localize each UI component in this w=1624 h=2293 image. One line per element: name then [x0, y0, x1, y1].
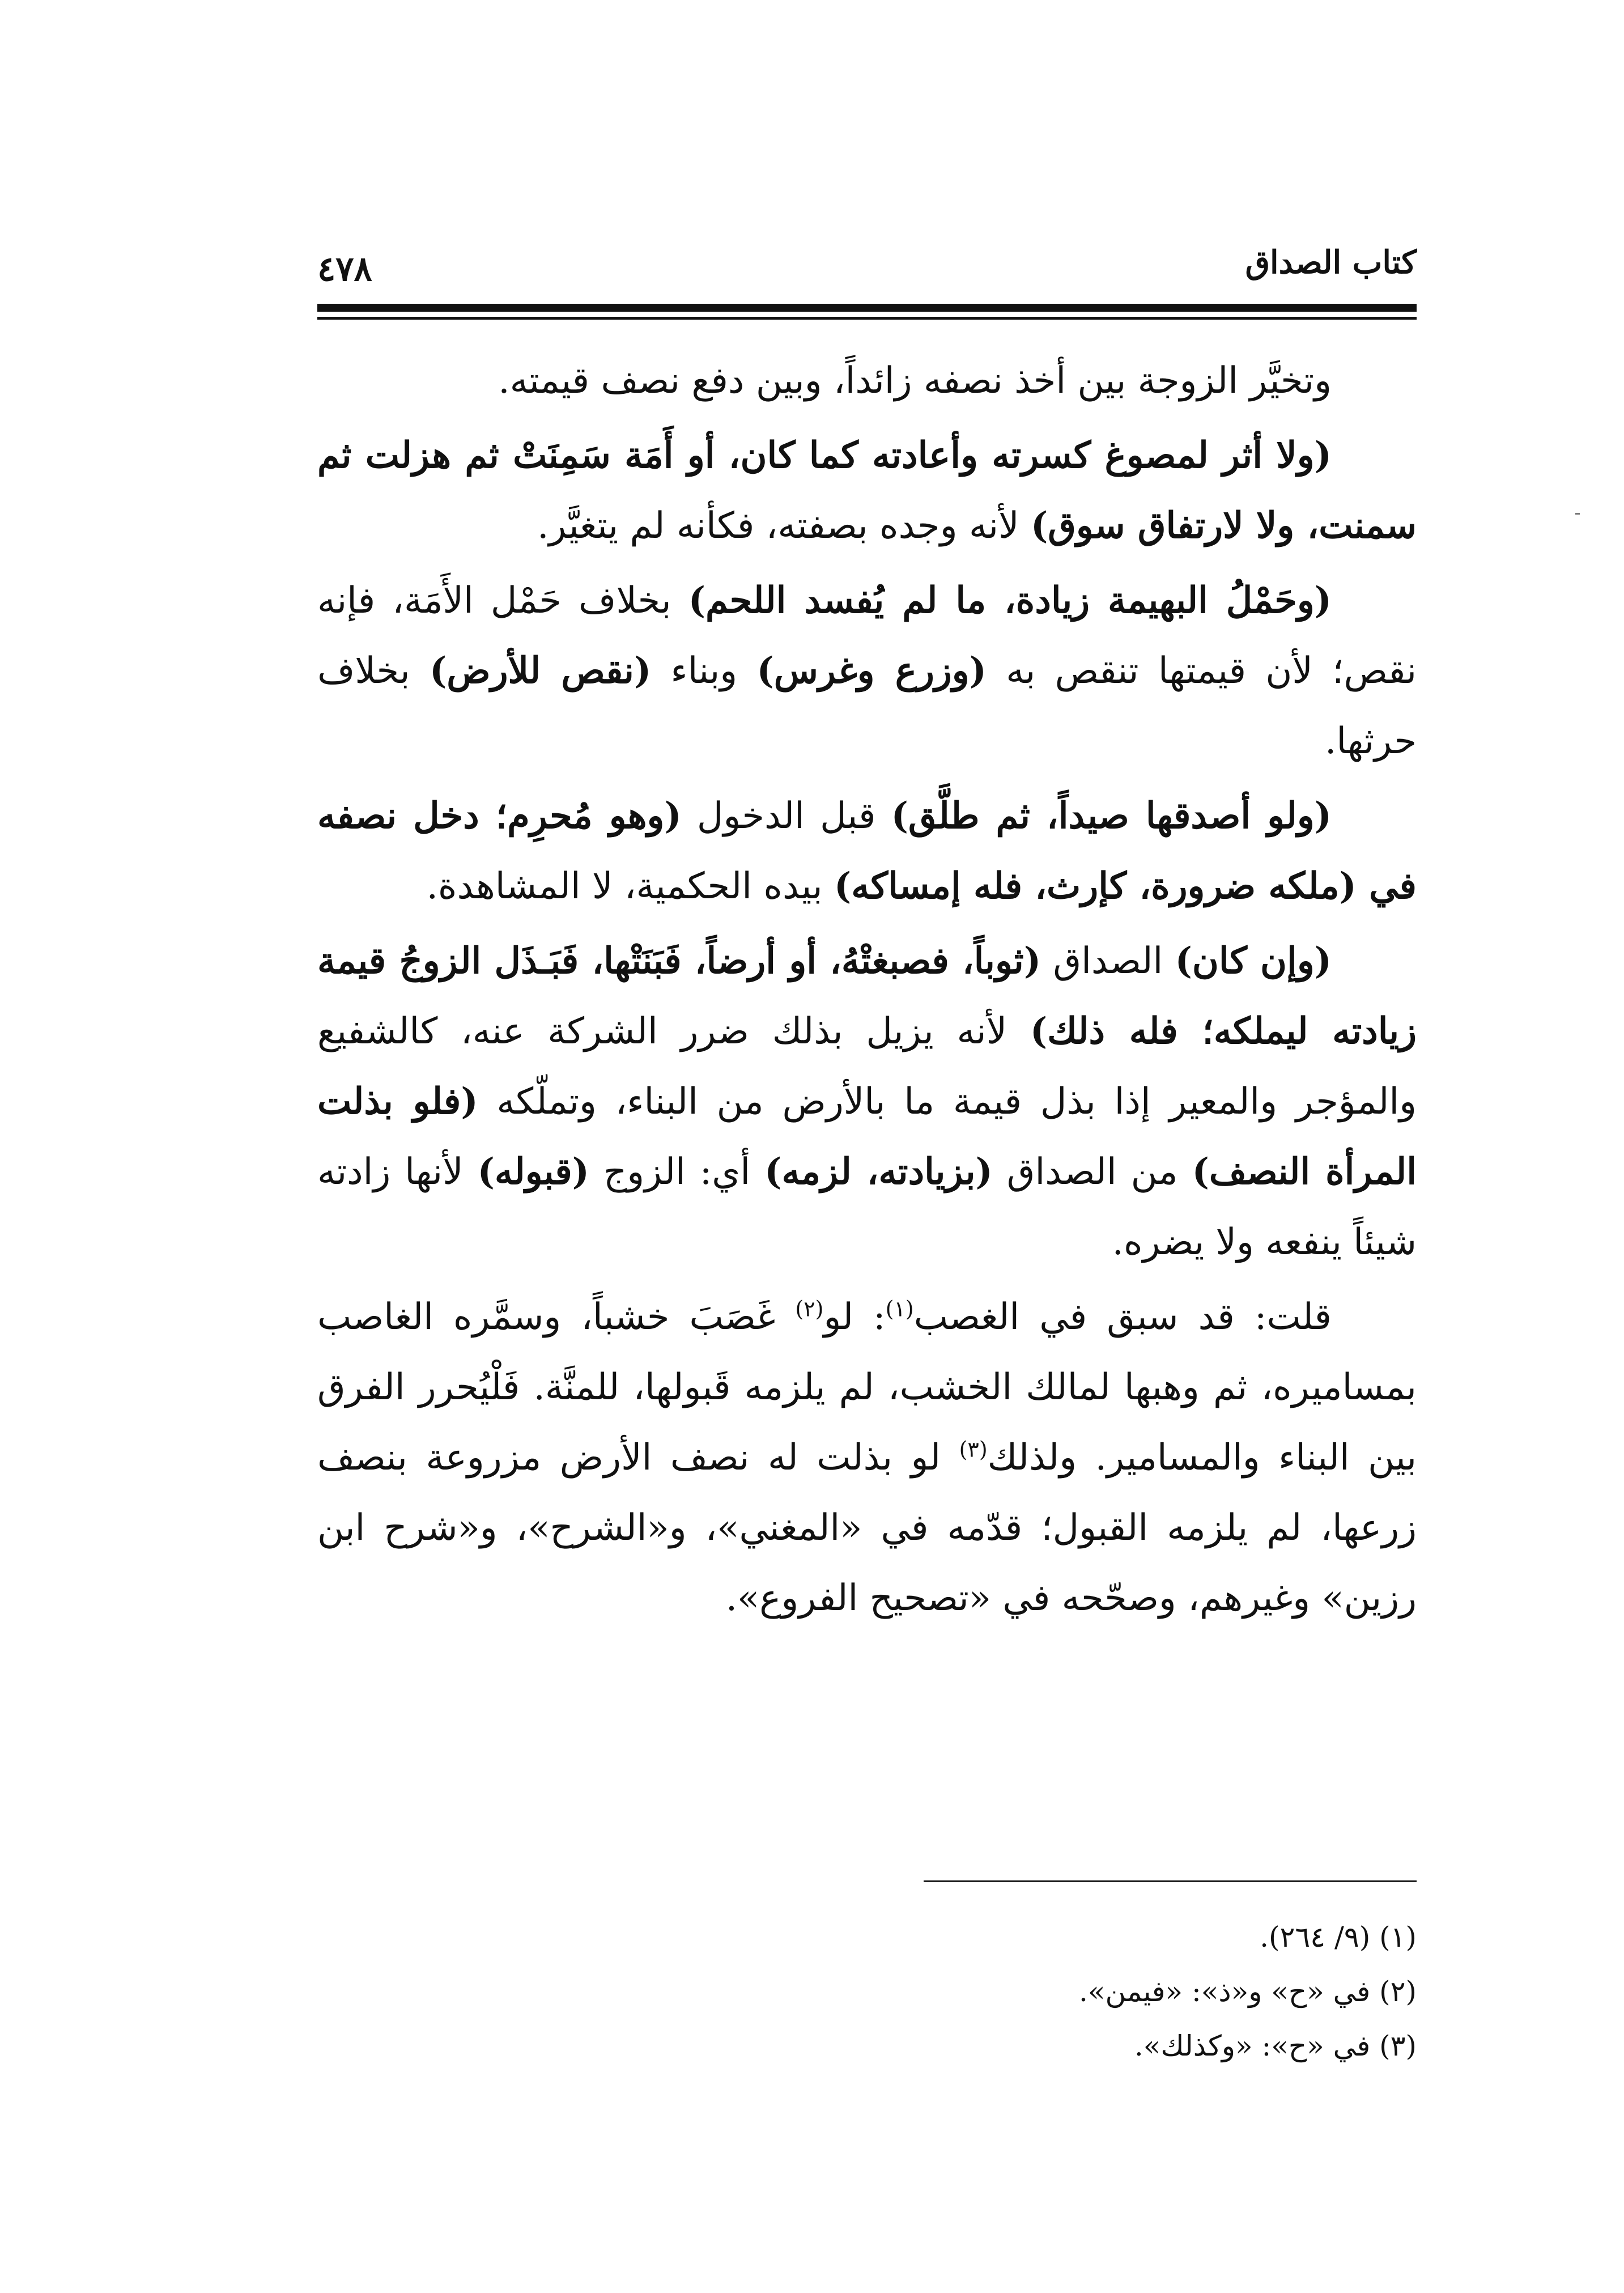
sharh-text: بيده الحكمية، لا المشاهدة. [426, 865, 834, 907]
paragraph-2 [317, 421, 1417, 561]
page-number: ٤٧٨ [317, 249, 372, 289]
sharh-text: الصداق [1041, 940, 1175, 982]
paragraph-1 [317, 346, 1417, 416]
running-head: كتاب الصداق [1245, 244, 1417, 281]
header-rule-thick [317, 304, 1417, 312]
paragraph-4 [317, 781, 1417, 922]
sharh-text: لأنه يزيل بذلك ضرر الشركة عنه، كالشفيع والمؤجر والمعير إذا بذل قيمة ما بالأرض من البناء، وتملّكه [317, 1010, 1417, 1123]
sharh-text: لأنه وجده بصفته، فكأنه لم يتغيَّر. [537, 505, 1031, 547]
footnote-2: (٢) في «ح» و«ذ»: «فيمن». [1079, 1975, 1417, 2008]
paragraph-5 [317, 926, 1417, 1277]
matn-text: (بزيادته، لزمه) [764, 1150, 993, 1193]
sharh-text: بخلاف حرثها. [317, 650, 1417, 762]
matn-text: (ولو أصدقها صيداً، ثم طلَّق) [891, 795, 1332, 837]
matn-text: (ثوباً، فصبغتْهُ، أو أرضاً، فَبَنَتْها، فَبَـذَل الزوجُ قيمة زيادته ليملكه؛ فله ذلك) [317, 940, 1417, 1052]
matn-text: (وإن كان) [1175, 940, 1332, 982]
sharh-text: وبناء [651, 650, 757, 692]
footnote-rule [924, 1880, 1417, 1882]
matn-text: (وهو مُحرِم؛ دخل نصفه في (ملكه ضرورة، كإرث، فله إمساكه) [317, 795, 1417, 907]
matn-text: (نقص للأرض) [429, 649, 652, 692]
footnotes [737, 1910, 1417, 2073]
sharh-text: قلت: قد سبق في الغصب [913, 1296, 1332, 1338]
sharh-text: قبل الدخول [681, 795, 891, 837]
footnote-3: (٣) في «ح»: «وكذلك». [1134, 2029, 1417, 2062]
body-text [317, 346, 1417, 1638]
header-rule [317, 304, 1417, 320]
sharh-text: : لو [823, 1296, 886, 1338]
sharh-text: بخلاف حَمْل الأَمَة، فإنه نقص؛ لأن قيمتها تنقص به [317, 580, 1417, 692]
matn-text: (وزرع وغرس) [756, 649, 987, 692]
matn-text: (وحَمْلُ البهيمة زيادة، ما لم يُفسد اللحم) [688, 579, 1332, 622]
matn-text: (قبوله) [477, 1150, 589, 1193]
sharh-text: لأنها زادته شيئاً ينفعه ولا يضره. [317, 1151, 1417, 1263]
footnote-1: (١) (٩/ ٢٦٤). [1260, 1921, 1417, 1954]
matn-text: (ولا أثر لمصوغ كسرته وأعادته كما كان، أو أَمَة سَمِنَتْ ثم هزلت ثم سمنت، ولا لارتفاق سوق) [317, 434, 1417, 547]
margin-mark [1575, 513, 1580, 515]
page-header [317, 244, 1417, 295]
footnote-ref-1[interactable]: (١) [885, 1296, 914, 1322]
matn-text: (فلو بذلت المرأة النصف) [317, 1080, 1417, 1193]
sharh-text: من الصداق [992, 1151, 1192, 1193]
footnote-ref-2[interactable]: (٢) [795, 1296, 824, 1322]
paragraph-text: وتخيَّر الزوجة بين أخذ نصفه زائداً، وبين دفع نصف قيمته. [498, 360, 1332, 402]
sharh-text: غَصَبَ خشباً، وسمَّره الغاصب بمساميره، ثم وهبها لمالك الخشب، لم يلزمه قَبولها، للمنَّة. فَلْيُحرر الفرق بين البناء والمسامير. ولذلك [317, 1296, 1417, 1479]
sharh-text: أي: الزوج [589, 1151, 765, 1193]
sharh-text: لو بذلت له نصف الأرض مزروعة بنصف زرعها، لم يلزمه القبول؛ قدّمه في «المغني»، و«الشرح»، و«شرح ابن رزين» وغيرهم، وصحّحه في «تصحيح الفروع». [317, 1437, 1417, 1619]
paragraph-3 [317, 566, 1417, 776]
paragraph-6 [317, 1282, 1417, 1633]
header-rule-thin [317, 317, 1417, 320]
footnote-ref-3[interactable]: (٣) [959, 1437, 988, 1462]
